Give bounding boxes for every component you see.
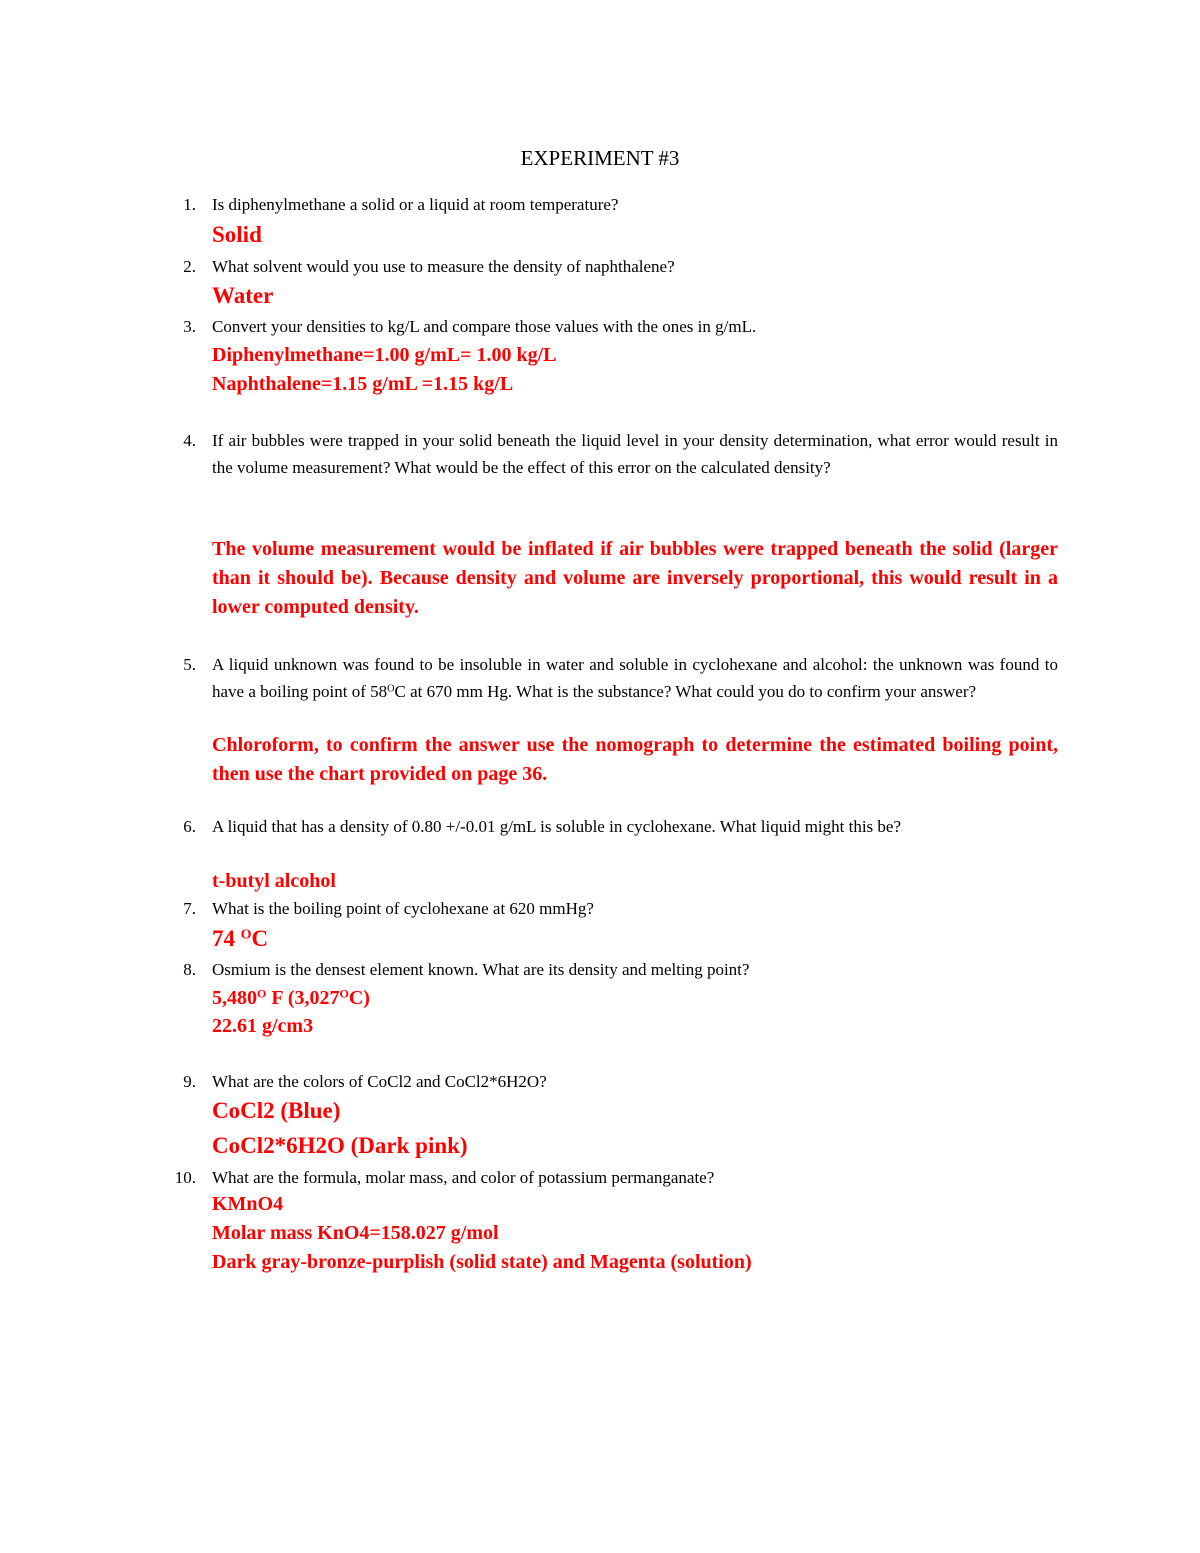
answer: Water (212, 283, 274, 308)
answer: CoCl2 (Blue) (212, 1098, 341, 1123)
answer: The volume measurement would be inflated if air bubbles were trapped beneath the solid (larger than it should be). Because density and volume are inversely proportional, this would result in a lower computed density. (212, 538, 1058, 618)
answer-unit: C (251, 926, 269, 951)
question-number: 8. (183, 960, 196, 979)
question-number: 10. (174, 1168, 196, 1187)
question-text: What is the boiling point of cyclohexane at 620 mmHg? (212, 899, 594, 918)
degree-symbol: O (339, 986, 349, 1001)
question-text: Osmium is the densest element known. What are its density and melting point? (212, 960, 750, 979)
answer: Solid (212, 222, 262, 247)
question-text: What are the colors of CoCl2 and CoCl2*6H2O? (212, 1072, 547, 1091)
answer: t-butyl alcohol (212, 870, 336, 892)
degree-symbol: O (387, 683, 395, 695)
page-title: EXPERIMENT #3 (520, 146, 680, 170)
answer (212, 984, 1058, 1013)
question-number: 2. (183, 257, 196, 276)
question-number: 6. (183, 817, 196, 836)
question-text-part: A liquid unknown was found to be insoluble in water and soluble in cyclohexane and alcohol: the unknown was found to have a boiling point of 58 (212, 655, 1058, 701)
question-text: What solvent would you use to measure the density of naphthalene? (212, 257, 675, 276)
question-text: Convert your densities to kg/L and compare those values with the ones in g/mL. (212, 317, 757, 336)
question-number: 9. (183, 1072, 196, 1091)
question-number: 7. (183, 899, 196, 918)
question-number: 3. (183, 317, 196, 336)
question-text (212, 651, 1058, 705)
question-number: 4. (183, 431, 196, 450)
answer: Chloroform, to confirm the answer use the nomograph to determine the estimated boiling point, then use the chart provided on page 36. (212, 734, 1058, 785)
degree-symbol: O (257, 986, 267, 1001)
question-text-part: C at 670 mm Hg. What is the substance? What could you do to confirm your answer? (394, 682, 977, 701)
answer: 22.61 g/cm3 (212, 1015, 314, 1037)
answer-part: C) (348, 987, 370, 1009)
answer-part: 5,480 (212, 987, 257, 1009)
answer: Molar mass KnO4=158.027 g/mol (212, 1222, 499, 1244)
question-text: What are the formula, molar mass, and color of potassium permanganate? (212, 1168, 715, 1187)
answer: Diphenylmethane=1.00 g/mL= 1.00 kg/L (212, 344, 557, 366)
question-number: 1. (183, 195, 196, 214)
answer: Dark gray-bronze-purplish (solid state) and Magenta (solution) (212, 1251, 752, 1273)
answer: KMnO4 (212, 1193, 284, 1215)
answer-part: F (3,027 (266, 987, 340, 1009)
question-text: A liquid that has a density of 0.80 +/-0.01 g/mL is soluble in cyclohexane. What liquid might this be? (212, 817, 902, 836)
answer: CoCl2*6H2O (Dark pink) (212, 1133, 468, 1158)
question-number: 5. (183, 655, 196, 674)
answer: Naphthalene=1.15 g/mL =1.15 kg/L (212, 373, 514, 395)
answer (212, 924, 1058, 954)
question-text: If air bubbles were trapped in your solid beneath the liquid level in your density determination, what error would result in the volume measurement? What would be the effect of this error on the calculated density? (212, 431, 1058, 477)
answer-value: 74 (212, 926, 241, 951)
question-text: Is diphenylmethane a solid or a liquid at room temperature? (212, 195, 619, 214)
degree-symbol: O (240, 926, 252, 942)
